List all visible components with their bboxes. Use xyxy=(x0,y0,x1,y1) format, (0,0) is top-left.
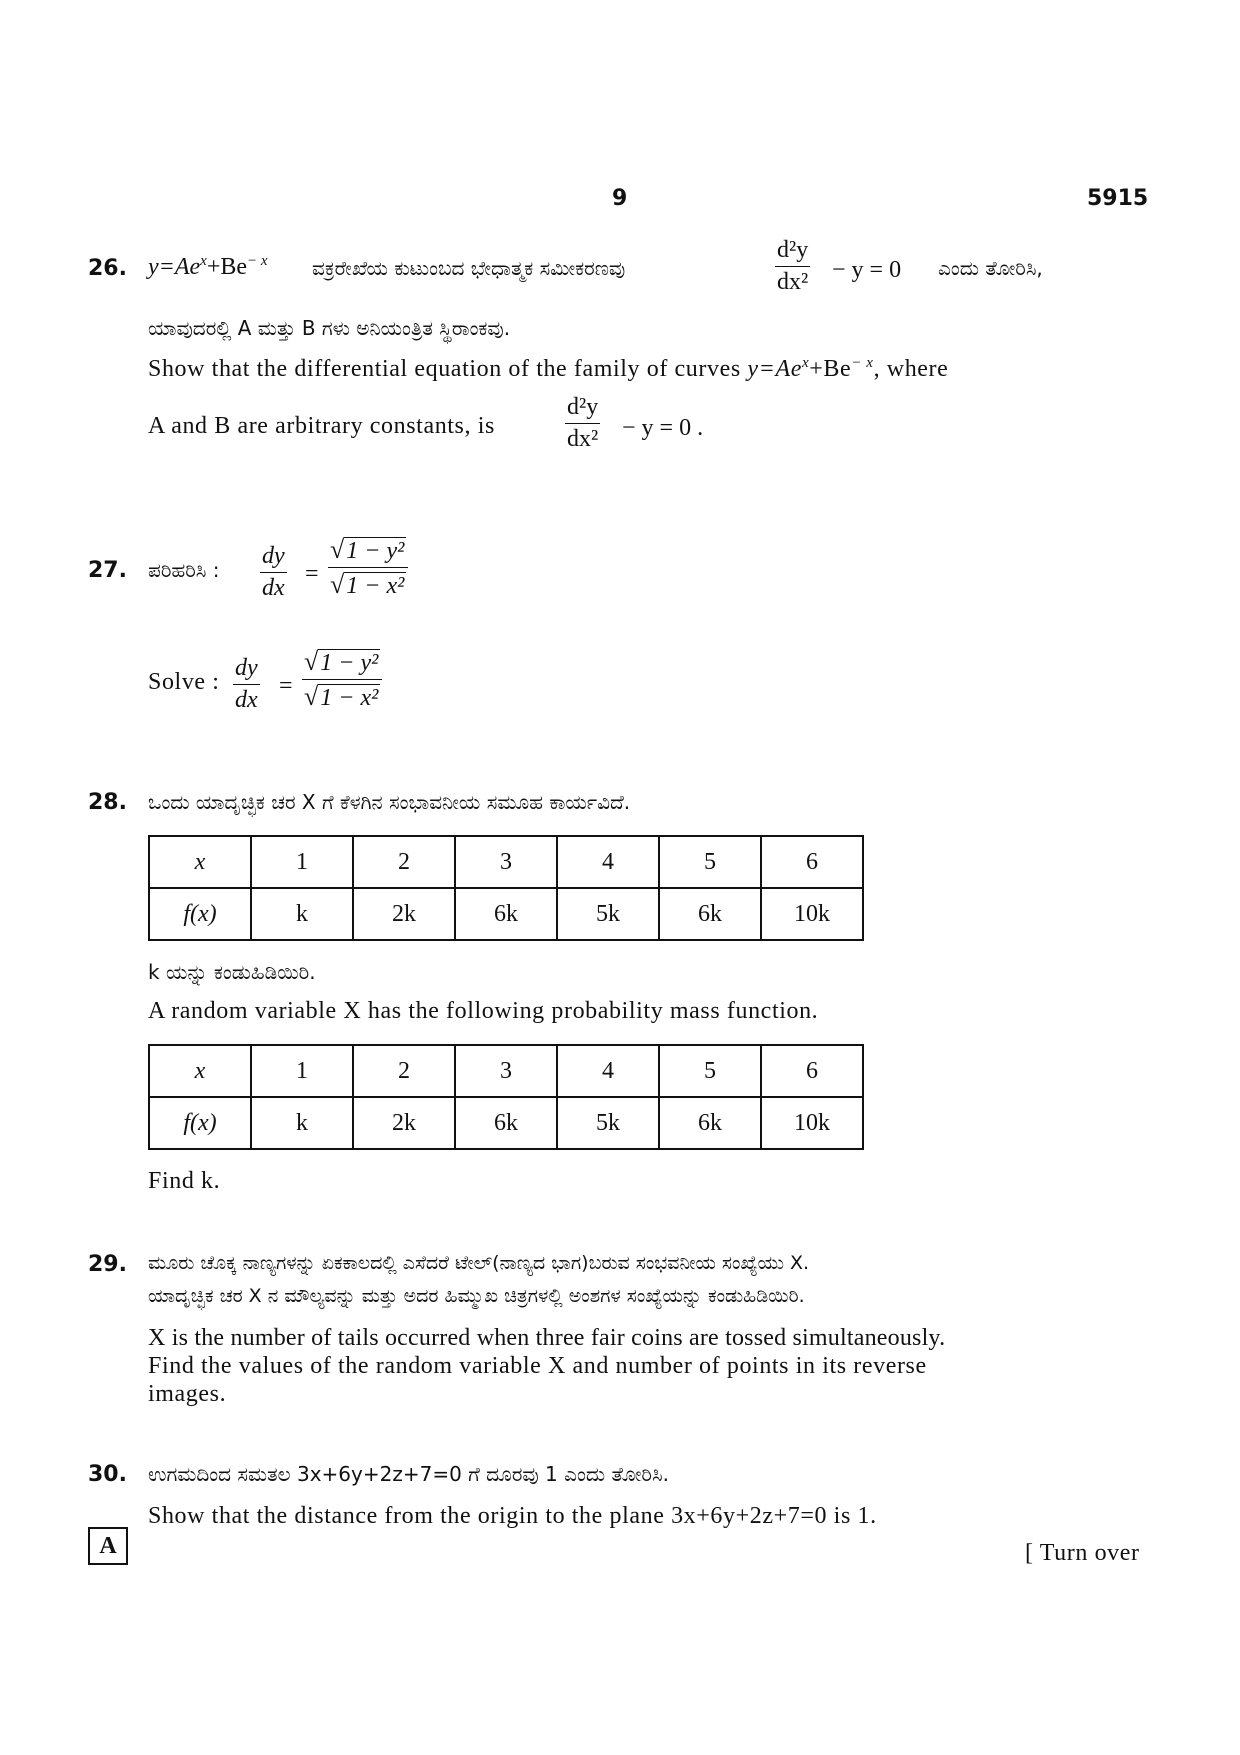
q26-kn-text1: ವಕ್ರರೇಖೆಯ ಕುಟುಂಬದ ಭೇಧಾತ್ಮಕ ಸಮೀಕರಣವು xyxy=(312,256,626,280)
table-row xyxy=(149,836,863,888)
q28-number: 28. xyxy=(88,790,127,815)
paper-code: 5915 xyxy=(1087,186,1149,211)
q27-kn-lhs: dy dx xyxy=(262,543,285,601)
q26-kn-fraction: d²y dx² xyxy=(777,237,809,295)
table-row xyxy=(149,1097,863,1149)
table-cell: 5 xyxy=(659,836,761,888)
table-cell: 6k xyxy=(659,1097,761,1149)
q27-kn-rhs: √1 − y² √1 − x² xyxy=(328,535,408,600)
table-cell: 2k xyxy=(353,888,455,940)
table-cell: 2 xyxy=(353,836,455,888)
q30-number: 30. xyxy=(88,1462,127,1487)
table-cell: 5k xyxy=(557,888,659,940)
q27-kn-label: ಪರಿಹರಿಸಿ : xyxy=(148,558,220,582)
table-cell: 1 xyxy=(251,836,353,888)
q26-kn-eq-tail: − y = 0 xyxy=(832,257,902,283)
table-cell: 2k xyxy=(353,1097,455,1149)
table-cell: 2 xyxy=(353,1045,455,1097)
table-row xyxy=(149,1045,863,1097)
q26-en-line1: Show that the differential equation of the family of curves $y=Ae^x+Be^{- x}$, where xyxy=(148,355,949,382)
q29-en-line3: images. xyxy=(148,1381,227,1407)
table-cell: 1 xyxy=(251,1045,353,1097)
q28-kn-find: k ಯನ್ನು ಕಂಡುಹಿಡಿಯಿರಿ. xyxy=(148,960,316,984)
q29-en-line1: X is the number of tails occurred when three fair coins are tossed simultaneously. xyxy=(148,1325,946,1351)
q29-en-line2: Find the values of the random variable X and number of points in its reverse xyxy=(148,1353,927,1379)
table-cell: k xyxy=(251,888,353,940)
table-cell: 4 xyxy=(557,836,659,888)
table-cell: f(x) xyxy=(149,1097,251,1149)
table-cell: x xyxy=(149,1045,251,1097)
q26-kn-line2: ಯಾವುದರಲ್ಲಿ A ಮತ್ತು B ಗಳು ಅನಿಯಂತ್ರಿತ ಸ್ಥಿರಾಂಕವು. xyxy=(148,316,511,340)
q28-kn-table xyxy=(148,835,864,941)
table-cell: 6k xyxy=(455,888,557,940)
q27-en-lhs: dy dx xyxy=(235,655,258,713)
table-cell: 6k xyxy=(659,888,761,940)
page-number: 9 xyxy=(612,186,628,211)
table-cell: x xyxy=(149,836,251,888)
q30-en-line: Show that the distance from the origin to the plane 3x+6y+2z+7=0 is 1. xyxy=(148,1503,877,1529)
q26-en-line2: A and B are arbitrary constants, is xyxy=(148,413,495,439)
q28-en-table xyxy=(148,1044,864,1150)
table-cell: 6 xyxy=(761,836,863,888)
q26-en-eq-tail: − y = 0 . xyxy=(622,415,704,441)
q27-en-equals: = xyxy=(279,673,293,699)
q28-kn-intro: ಒಂದು ಯಾದೃಚ್ಛಿಕ ಚರ X ಗೆ ಕೆಳಗಿನ ಸಂಭಾವನೀಯ ಸಮೂಹ ಕಾರ್ಯವಿದೆ. xyxy=(148,790,631,814)
q28-en-intro: A random variable X has the following probability mass function. xyxy=(148,998,819,1024)
q27-kn-equals: = xyxy=(305,561,319,587)
table-row xyxy=(149,888,863,940)
q27-number: 27. xyxy=(88,558,127,583)
turn-over-label: [ Turn over xyxy=(1025,1540,1140,1566)
q29-number: 29. xyxy=(88,1252,127,1277)
table-cell: 10k xyxy=(761,888,863,940)
table-cell: 6k xyxy=(455,1097,557,1149)
table-cell: 3 xyxy=(455,1045,557,1097)
table-cell: 4 xyxy=(557,1045,659,1097)
q27-en-label: Solve : xyxy=(148,669,220,695)
q26-en-fraction: d²y dx² xyxy=(567,394,599,452)
q26-number: 26. xyxy=(88,256,127,281)
table-cell: f(x) xyxy=(149,888,251,940)
q29-kn-line2: ಯಾದೃಚ್ಛಿಕ ಚರ X ನ ಮೌಲ್ಯವನ್ನು ಮತ್ತು ಅದರ ಹಿಮ್ಮುಖ ಚಿತ್ರಗಳಲ್ಲಿ ಅಂಶಗಳ ಸಂಖ್ಯೆಯನ್ನು ಕಂಡುಹಿಡಿಯಿರಿ. xyxy=(148,1285,805,1307)
table-cell: k xyxy=(251,1097,353,1149)
q26-kn-equation: $y=Ae^x+Be^{- x}$ xyxy=(148,253,268,280)
q27-en-rhs: √1 − y² √1 − x² xyxy=(302,647,382,712)
q26-kn-text2: ಎಂದು ತೋರಿಸಿ, xyxy=(938,256,1043,280)
q28-en-find: Find k. xyxy=(148,1168,221,1194)
series-box: A xyxy=(88,1527,128,1565)
table-cell: 6 xyxy=(761,1045,863,1097)
table-cell: 5k xyxy=(557,1097,659,1149)
table-cell: 5 xyxy=(659,1045,761,1097)
q29-kn-line1: ಮೂರು ಚೊಕ್ಕ ನಾಣ್ಯಗಳನ್ನು ಏಕಕಾಲದಲ್ಲಿ ಎಸೆದರೆ ಟೇಲ್(ನಾಣ್ಯದ ಭಾಗ)ಬರುವ ಸಂಭವನೀಯ ಸಂಖ್ಯೆಯು X. xyxy=(148,1252,810,1274)
table-cell: 10k xyxy=(761,1097,863,1149)
table-cell: 3 xyxy=(455,836,557,888)
q30-kn-line: ಉಗಮದಿಂದ ಸಮತಲ 3x+6y+2z+7=0 ಗೆ ದೂರವು 1 ಎಂದು ತೋರಿಸಿ. xyxy=(148,1462,669,1486)
